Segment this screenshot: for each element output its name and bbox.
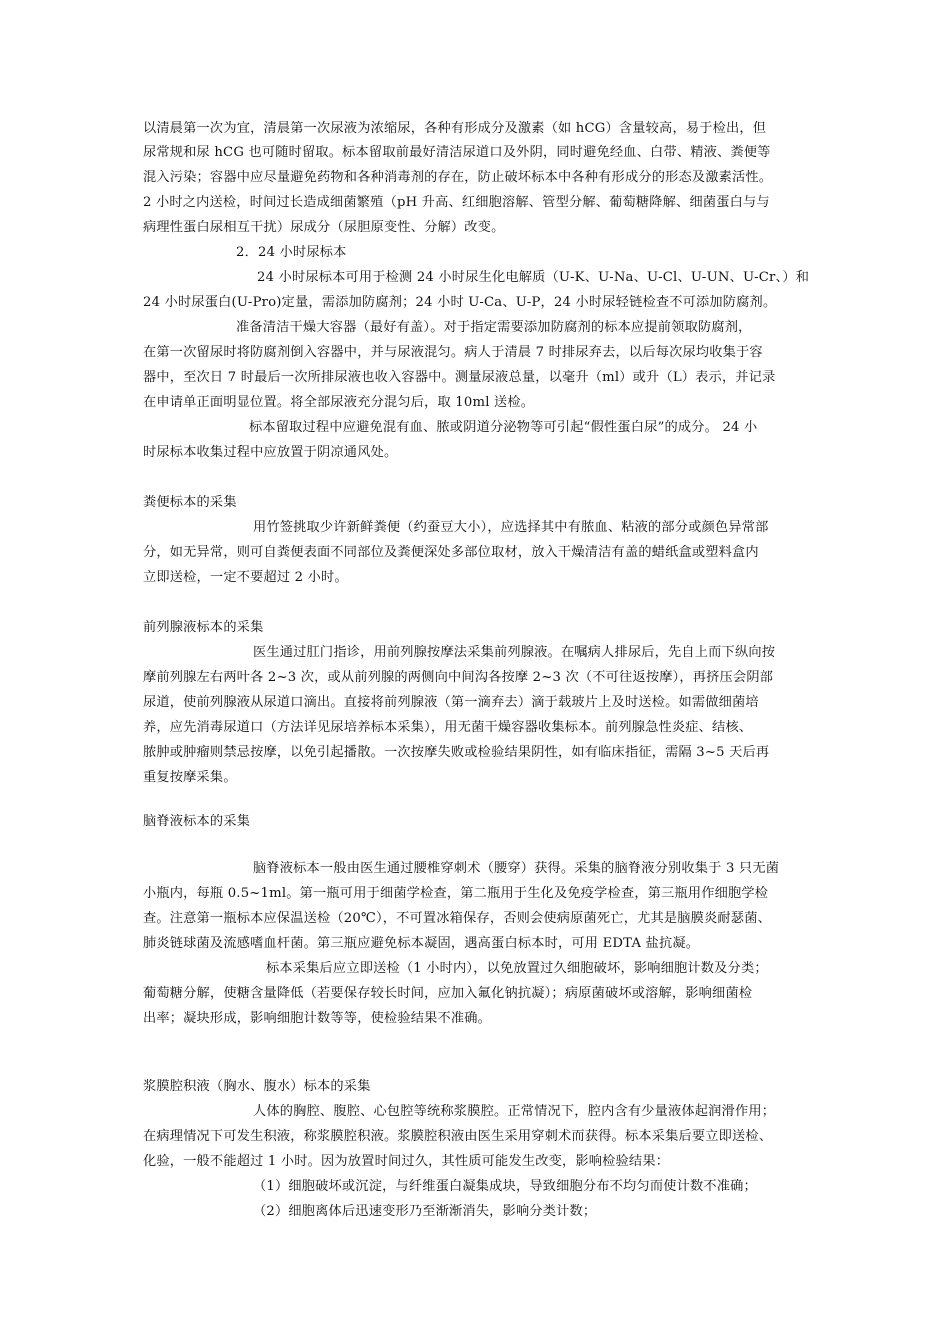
text-line: 小瓶内，每瓶 0.5~1ml。第一瓶可用于细菌学检查，第二瓶用于生化及免疫学检查，第三瓶用作细胞学检: [143, 886, 769, 901]
text-line: 出率；凝块形成，影响细胞计数等等，使检验结果不准确。: [143, 1011, 492, 1026]
text-line: 24 小时尿标本可用于检测 24 小时尿生化电解质（U-K、U-Na、U-Cl、U-UN、U-Cr、）和: [257, 270, 810, 285]
text-line: 摩前列腺左右两叶各 2~3 次，或从前列腺的两侧向中间沟各按摩 2~3 次（不可往返按摩），再挤压会阴部: [143, 670, 774, 685]
text-line: 尿常规和尿 hCG 也可随时留取。标本留取前最好清洁尿道口及外阴，同时避免经血、白带、精液、粪便等: [143, 145, 771, 160]
text-line: 查。注意第一瓶标本应保温送检（20℃），不可置冰箱保存，否则会使病原菌死亡，尤其是脑膜炎耐瑟菌、: [143, 911, 771, 926]
list-item: （1）细胞破坏或沉淀，与纤维蛋白凝集成块，导致细胞分布不均匀而使计数不准确；: [253, 1179, 757, 1194]
section-heading-serous: 浆膜腔积液（胸水、腹水）标本的采集: [143, 1079, 371, 1094]
text-line: 脑脊液标本一般由医生通过腰椎穿刺术（腰穿）获得。采集的脑脊液分别收集于 3 只无菌: [253, 861, 780, 876]
text-line: 脓肿或肿瘤则禁忌按摩，以免引起播散。一次按摩失败或检验结果阴性，如有临床指征，需隔 3~5 天后再: [143, 745, 770, 760]
text-line: 24 小时尿蛋白(U-Pro)定量，需添加防腐剂；24 小时 U-Ca、U-P，24 小时尿轻链检查不可添加防腐剂。: [143, 295, 777, 310]
text-line: 人体的胸腔、腹腔、心包腔等统称浆膜腔。正常情况下，腔内含有少量液体起润滑作用；: [253, 1104, 776, 1119]
text-line: 肺炎链球菌及流感嗜血杆菌。第三瓶应避免标本凝固，遇高蛋白标本时，可用 EDTA 盐抗凝。: [143, 936, 700, 951]
text-line: 化验，一般不能超过 1 小时。因为放置时间过久，其性质可能发生改变，影响检验结果：: [143, 1154, 670, 1169]
text-line: 时尿标本收集过程中应放置于阴凉通风处。: [143, 445, 398, 460]
sub-heading: 2．24 小时尿标本: [236, 245, 347, 260]
list-item: （2）细胞离体后迅速变形乃至渐渐消失，影响分类计数；: [253, 1204, 597, 1219]
text-line: 医生通过肛门指诊，用前列腺按摩法采集前列腺液。在嘱病人排尿后，先自上而下纵向按: [253, 645, 776, 660]
text-line: 2 小时之内送检，时间过长造成细菌繁殖（pH 升高、红细胞溶解、管型分解、葡萄糖降解、细菌蛋白与与: [143, 195, 770, 210]
text-line: 以清晨第一次为宜，清晨第一次尿液为浓缩尿，各种有形成分及激素（如 hCG）含量较高，易于检出，但: [143, 121, 767, 136]
section-heading-stool: 粪便标本的采集: [143, 495, 237, 510]
text-line: 用竹签挑取少许新鲜粪便（约蚕豆大小），应选择其中有脓血、粘液的部分或颜色异常部: [253, 520, 769, 535]
text-line: 在第一次留尿时将防腐剂倒入容器中，并与尿液混匀。病人于清晨 7 时排尿弃去，以后每次尿均收集于容: [143, 345, 763, 360]
text-line: 尿道，使前列腺液从尿道口滴出。直接将前列腺液（第一滴弃去）滴于载玻片上及时送检。如需做细菌培: [143, 695, 759, 710]
section-heading-prostate: 前列腺液标本的采集: [143, 620, 264, 635]
text-line: 病理性蛋白尿相互干扰）尿成分（尿胆原变性、分解）改变。: [143, 220, 505, 235]
text-line: 分，如无异常，则可自粪便表面不同部位及粪便深处多部位取材，放入干燥清洁有盖的蜡纸盒或塑料盒内: [143, 545, 759, 560]
text-line: 立即送检，一定不要超过 2 小时。: [143, 570, 348, 585]
text-line: 器中，至次日 7 时最后一次所排尿液也收入容器中。测量尿液总量，以毫升（ml）或升（L）表示，并记录: [143, 370, 776, 385]
text-line: 重复按摩采集。: [143, 770, 237, 785]
section-heading-csf: 脑脊液标本的采集: [143, 814, 251, 829]
text-line: 准备清洁干燥大容器（最好有盖）。对于指定需要添加防腐剂的标本应提前领取防腐剂，: [236, 320, 752, 335]
text-line: 混入污染；容器中应尽量避免药物和各种消毒剂的存在，防止破坏标本中各种有形成分的形态及激素活性。: [143, 170, 773, 185]
text-line: 在病理情况下可发生积液，称浆膜腔积液。浆膜腔积液由医生采用穿刺术而获得。标本采集后要立即送检、: [143, 1129, 773, 1144]
text-line: 葡萄糖分解，使糖含量降低（若要保存较长时间，应加入氟化钠抗凝）；病原菌破坏或溶解，影响细菌检: [143, 986, 753, 1001]
text-line: 标本留取过程中应避免混有血、脓或阴道分泌物等可引起“假性蛋白尿”的成分。 24 小: [249, 420, 758, 435]
text-line: 养，应先消毒尿道口（方法详见尿培养标本采集），用无菌干燥容器收集标本。前列腺急性炎症、结核、: [143, 720, 753, 735]
text-line: 在申请单正面明显位置。将全部尿液充分混匀后，取 10ml 送检。: [143, 395, 535, 410]
text-line: 标本采集后应立即送检（1 小时内），以免放置过久细胞破坏，影响细胞计数及分类；: [266, 961, 768, 976]
